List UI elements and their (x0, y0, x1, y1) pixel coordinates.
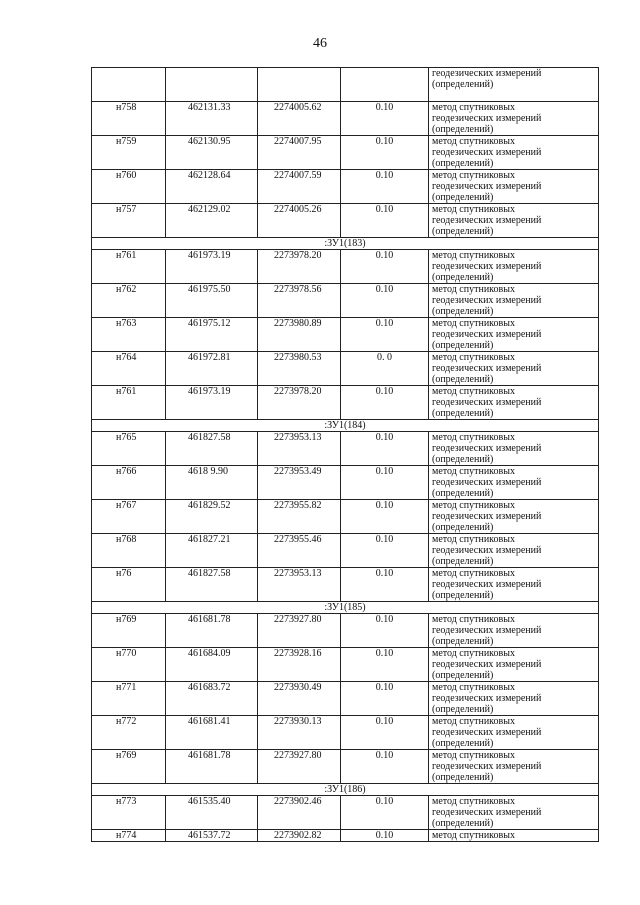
accuracy-cell: 0.10 (341, 466, 429, 500)
accuracy-cell: 0.10 (341, 568, 429, 602)
method-cell (429, 750, 599, 784)
table-row (92, 830, 599, 842)
point-id-cell: н768 (92, 534, 166, 568)
x-coordinate-cell: 462129.02 (166, 204, 258, 238)
method-line: метод спутниковых (432, 682, 515, 693)
coordinates-table-body (92, 68, 599, 842)
method-line: геодезических измерений (432, 295, 542, 306)
table-row (92, 284, 599, 318)
accuracy-cell: 0.10 (341, 386, 429, 420)
method-cell (429, 136, 599, 170)
y-coordinate-cell: 2273927.80 (258, 614, 341, 648)
point-id-cell: н767 (92, 500, 166, 534)
method-cell (429, 68, 599, 102)
point-id-cell: н764 (92, 352, 166, 386)
y-coordinate-cell: 2273927.80 (258, 750, 341, 784)
y-coordinate-cell: 2273980.89 (258, 318, 341, 352)
method-line: геодезических измерений (432, 511, 542, 522)
table-row (92, 352, 599, 386)
accuracy-cell: 0.10 (341, 250, 429, 284)
table-row (92, 136, 599, 170)
section-header-row (92, 602, 599, 614)
table-row (92, 170, 599, 204)
section-label: :ЗУ1(186) (92, 784, 599, 796)
x-coordinate-cell: 461537.72 (166, 830, 258, 842)
method-line: метод спутниковых (432, 568, 515, 579)
table-row (92, 386, 599, 420)
x-coordinate-cell: 4618 9.90 (166, 466, 258, 500)
method-line: метод спутниковых (432, 386, 515, 397)
point-id-cell: н769 (92, 614, 166, 648)
method-line: метод спутниковых (432, 796, 515, 807)
table-row (92, 432, 599, 466)
x-coordinate-cell: 462128.64 (166, 170, 258, 204)
method-line: метод спутниковых (432, 170, 515, 181)
x-coordinate-cell: 461684.09 (166, 648, 258, 682)
section-label: :ЗУ1(184) (92, 420, 599, 432)
method-line: (определений) (432, 79, 494, 90)
table-row (92, 500, 599, 534)
table-row (92, 568, 599, 602)
point-id-cell: н762 (92, 284, 166, 318)
method-line: геодезических измерений (432, 147, 542, 158)
method-line: геодезических измерений (432, 329, 542, 340)
method-cell (429, 432, 599, 466)
table-row (92, 68, 599, 102)
method-cell (429, 830, 599, 842)
point-id-cell: н769 (92, 750, 166, 784)
method-line: (определений) (432, 124, 494, 135)
method-cell (429, 648, 599, 682)
method-cell (429, 568, 599, 602)
method-line: (определений) (432, 158, 494, 169)
y-coordinate-cell: 2274007.95 (258, 136, 341, 170)
x-coordinate-cell (166, 68, 258, 102)
table-row (92, 250, 599, 284)
method-line: (определений) (432, 340, 494, 351)
method-line: метод спутниковых (432, 352, 515, 363)
method-line: метод спутниковых (432, 534, 515, 545)
method-cell (429, 500, 599, 534)
x-coordinate-cell: 461972.81 (166, 352, 258, 386)
method-line: метод спутниковых (432, 432, 515, 443)
method-line: (определений) (432, 488, 494, 499)
method-line: геодезических измерений (432, 215, 542, 226)
method-cell (429, 534, 599, 568)
table-row (92, 204, 599, 238)
point-id-cell: н772 (92, 716, 166, 750)
section-header-row (92, 784, 599, 796)
x-coordinate-cell: 461829.52 (166, 500, 258, 534)
accuracy-cell: 0.10 (341, 284, 429, 318)
method-cell (429, 102, 599, 136)
method-line: (определений) (432, 590, 494, 601)
method-cell (429, 204, 599, 238)
method-line: метод спутниковых (432, 204, 515, 215)
method-line: (определений) (432, 772, 494, 783)
method-line: метод спутниковых (432, 614, 515, 625)
point-id-cell: н758 (92, 102, 166, 136)
method-cell (429, 170, 599, 204)
point-id-cell: н771 (92, 682, 166, 716)
method-line: метод спутниковых (432, 284, 515, 295)
method-line: геодезических измерений (432, 693, 542, 704)
y-coordinate-cell: 2273928.16 (258, 648, 341, 682)
method-line: геодезических измерений (432, 807, 542, 818)
table-row (92, 796, 599, 830)
y-coordinate-cell: 2273955.82 (258, 500, 341, 534)
method-line: геодезических измерений (432, 545, 542, 556)
coordinates-table (91, 67, 599, 842)
accuracy-cell: 0.10 (341, 102, 429, 136)
method-cell (429, 250, 599, 284)
method-cell (429, 466, 599, 500)
accuracy-cell: 0.10 (341, 432, 429, 466)
y-coordinate-cell: 2273955.46 (258, 534, 341, 568)
accuracy-cell: 0.10 (341, 614, 429, 648)
method-line: метод спутниковых (432, 500, 515, 511)
method-line: (определений) (432, 408, 494, 419)
method-line: метод спутниковых (432, 102, 515, 113)
section-label: :ЗУ1(185) (92, 602, 599, 614)
y-coordinate-cell: 2274007.59 (258, 170, 341, 204)
x-coordinate-cell: 461973.19 (166, 250, 258, 284)
x-coordinate-cell: 461535.40 (166, 796, 258, 830)
accuracy-cell: 0.10 (341, 830, 429, 842)
method-line: (определений) (432, 226, 494, 237)
method-line: метод спутниковых (432, 716, 515, 727)
y-coordinate-cell (258, 68, 341, 102)
point-id-cell: н763 (92, 318, 166, 352)
y-coordinate-cell: 2273953.49 (258, 466, 341, 500)
method-line: (определений) (432, 374, 494, 385)
page-number: 46 (313, 36, 327, 51)
method-line: (определений) (432, 636, 494, 647)
table-row (92, 682, 599, 716)
accuracy-cell: 0.10 (341, 136, 429, 170)
method-line: геодезических измерений (432, 443, 542, 454)
point-id-cell: н773 (92, 796, 166, 830)
section-label: :ЗУ1(183) (92, 238, 599, 250)
y-coordinate-cell: 2274005.26 (258, 204, 341, 238)
method-line: геодезических измерений (432, 68, 542, 79)
point-id-cell (92, 68, 166, 102)
table-row (92, 750, 599, 784)
method-cell (429, 318, 599, 352)
point-id-cell: н759 (92, 136, 166, 170)
method-cell (429, 796, 599, 830)
table-row (92, 318, 599, 352)
point-id-cell: н774 (92, 830, 166, 842)
method-line: геодезических измерений (432, 761, 542, 772)
method-line: (определений) (432, 192, 494, 203)
x-coordinate-cell: 462130.95 (166, 136, 258, 170)
method-line: (определений) (432, 556, 494, 567)
point-id-cell: н766 (92, 466, 166, 500)
accuracy-cell: 0.10 (341, 796, 429, 830)
method-line: геодезических измерений (432, 397, 542, 408)
method-cell (429, 284, 599, 318)
accuracy-cell: 0.10 (341, 318, 429, 352)
accuracy-cell: 0.10 (341, 170, 429, 204)
accuracy-cell: 0.10 (341, 648, 429, 682)
point-id-cell: н765 (92, 432, 166, 466)
accuracy-cell: 0.10 (341, 750, 429, 784)
accuracy-cell: 0. 0 (341, 352, 429, 386)
table-row (92, 716, 599, 750)
method-line: метод спутниковых (432, 648, 515, 659)
x-coordinate-cell: 461975.50 (166, 284, 258, 318)
accuracy-cell: 0.10 (341, 716, 429, 750)
x-coordinate-cell: 461827.58 (166, 568, 258, 602)
y-coordinate-cell: 2273978.56 (258, 284, 341, 318)
point-id-cell: н761 (92, 250, 166, 284)
y-coordinate-cell: 2273930.13 (258, 716, 341, 750)
method-line: (определений) (432, 522, 494, 533)
x-coordinate-cell: 461827.21 (166, 534, 258, 568)
method-line: геодезических измерений (432, 727, 542, 738)
x-coordinate-cell: 461827.58 (166, 432, 258, 466)
method-line: геодезических измерений (432, 477, 542, 488)
method-line: геодезических измерений (432, 363, 542, 374)
x-coordinate-cell: 461975.12 (166, 318, 258, 352)
y-coordinate-cell: 2273953.13 (258, 568, 341, 602)
method-line: (определений) (432, 454, 494, 465)
method-line: (определений) (432, 738, 494, 749)
y-coordinate-cell: 2273902.46 (258, 796, 341, 830)
method-line: геодезических измерений (432, 625, 542, 636)
accuracy-cell: 0.10 (341, 534, 429, 568)
y-coordinate-cell: 2274005.62 (258, 102, 341, 136)
y-coordinate-cell: 2273978.20 (258, 386, 341, 420)
method-line: геодезических измерений (432, 579, 542, 590)
point-id-cell: н760 (92, 170, 166, 204)
accuracy-cell (341, 68, 429, 102)
y-coordinate-cell: 2273902.82 (258, 830, 341, 842)
method-cell (429, 352, 599, 386)
table-row (92, 534, 599, 568)
section-header-row (92, 238, 599, 250)
method-cell (429, 716, 599, 750)
method-line: метод спутниковых (432, 250, 515, 261)
method-line: метод спутниковых (432, 466, 515, 477)
method-line: (определений) (432, 818, 494, 829)
table-row (92, 614, 599, 648)
method-line: метод спутниковых (432, 136, 515, 147)
table-row (92, 102, 599, 136)
x-coordinate-cell: 461681.78 (166, 614, 258, 648)
y-coordinate-cell: 2273953.13 (258, 432, 341, 466)
table-row (92, 466, 599, 500)
y-coordinate-cell: 2273930.49 (258, 682, 341, 716)
x-coordinate-cell: 461681.78 (166, 750, 258, 784)
method-line: (определений) (432, 670, 494, 681)
method-line: метод спутниковых (432, 750, 515, 761)
point-id-cell: н76 (92, 568, 166, 602)
method-line: (определений) (432, 306, 494, 317)
method-line: метод спутниковых (432, 830, 515, 841)
x-coordinate-cell: 462131.33 (166, 102, 258, 136)
table-row (92, 648, 599, 682)
method-cell (429, 386, 599, 420)
y-coordinate-cell: 2273978.20 (258, 250, 341, 284)
method-line: геодезических измерений (432, 113, 542, 124)
y-coordinate-cell: 2273980.53 (258, 352, 341, 386)
x-coordinate-cell: 461683.72 (166, 682, 258, 716)
method-line: (определений) (432, 272, 494, 283)
method-line: геодезических измерений (432, 181, 542, 192)
method-cell (429, 682, 599, 716)
accuracy-cell: 0.10 (341, 204, 429, 238)
x-coordinate-cell: 461973.19 (166, 386, 258, 420)
x-coordinate-cell: 461681.41 (166, 716, 258, 750)
section-header-row (92, 420, 599, 432)
point-id-cell: н770 (92, 648, 166, 682)
accuracy-cell: 0.10 (341, 500, 429, 534)
method-line: геодезических измерений (432, 261, 542, 272)
method-cell (429, 614, 599, 648)
method-line: геодезических измерений (432, 659, 542, 670)
method-line: (определений) (432, 704, 494, 715)
point-id-cell: н761 (92, 386, 166, 420)
accuracy-cell: 0.10 (341, 682, 429, 716)
point-id-cell: н757 (92, 204, 166, 238)
method-line: метод спутниковых (432, 318, 515, 329)
